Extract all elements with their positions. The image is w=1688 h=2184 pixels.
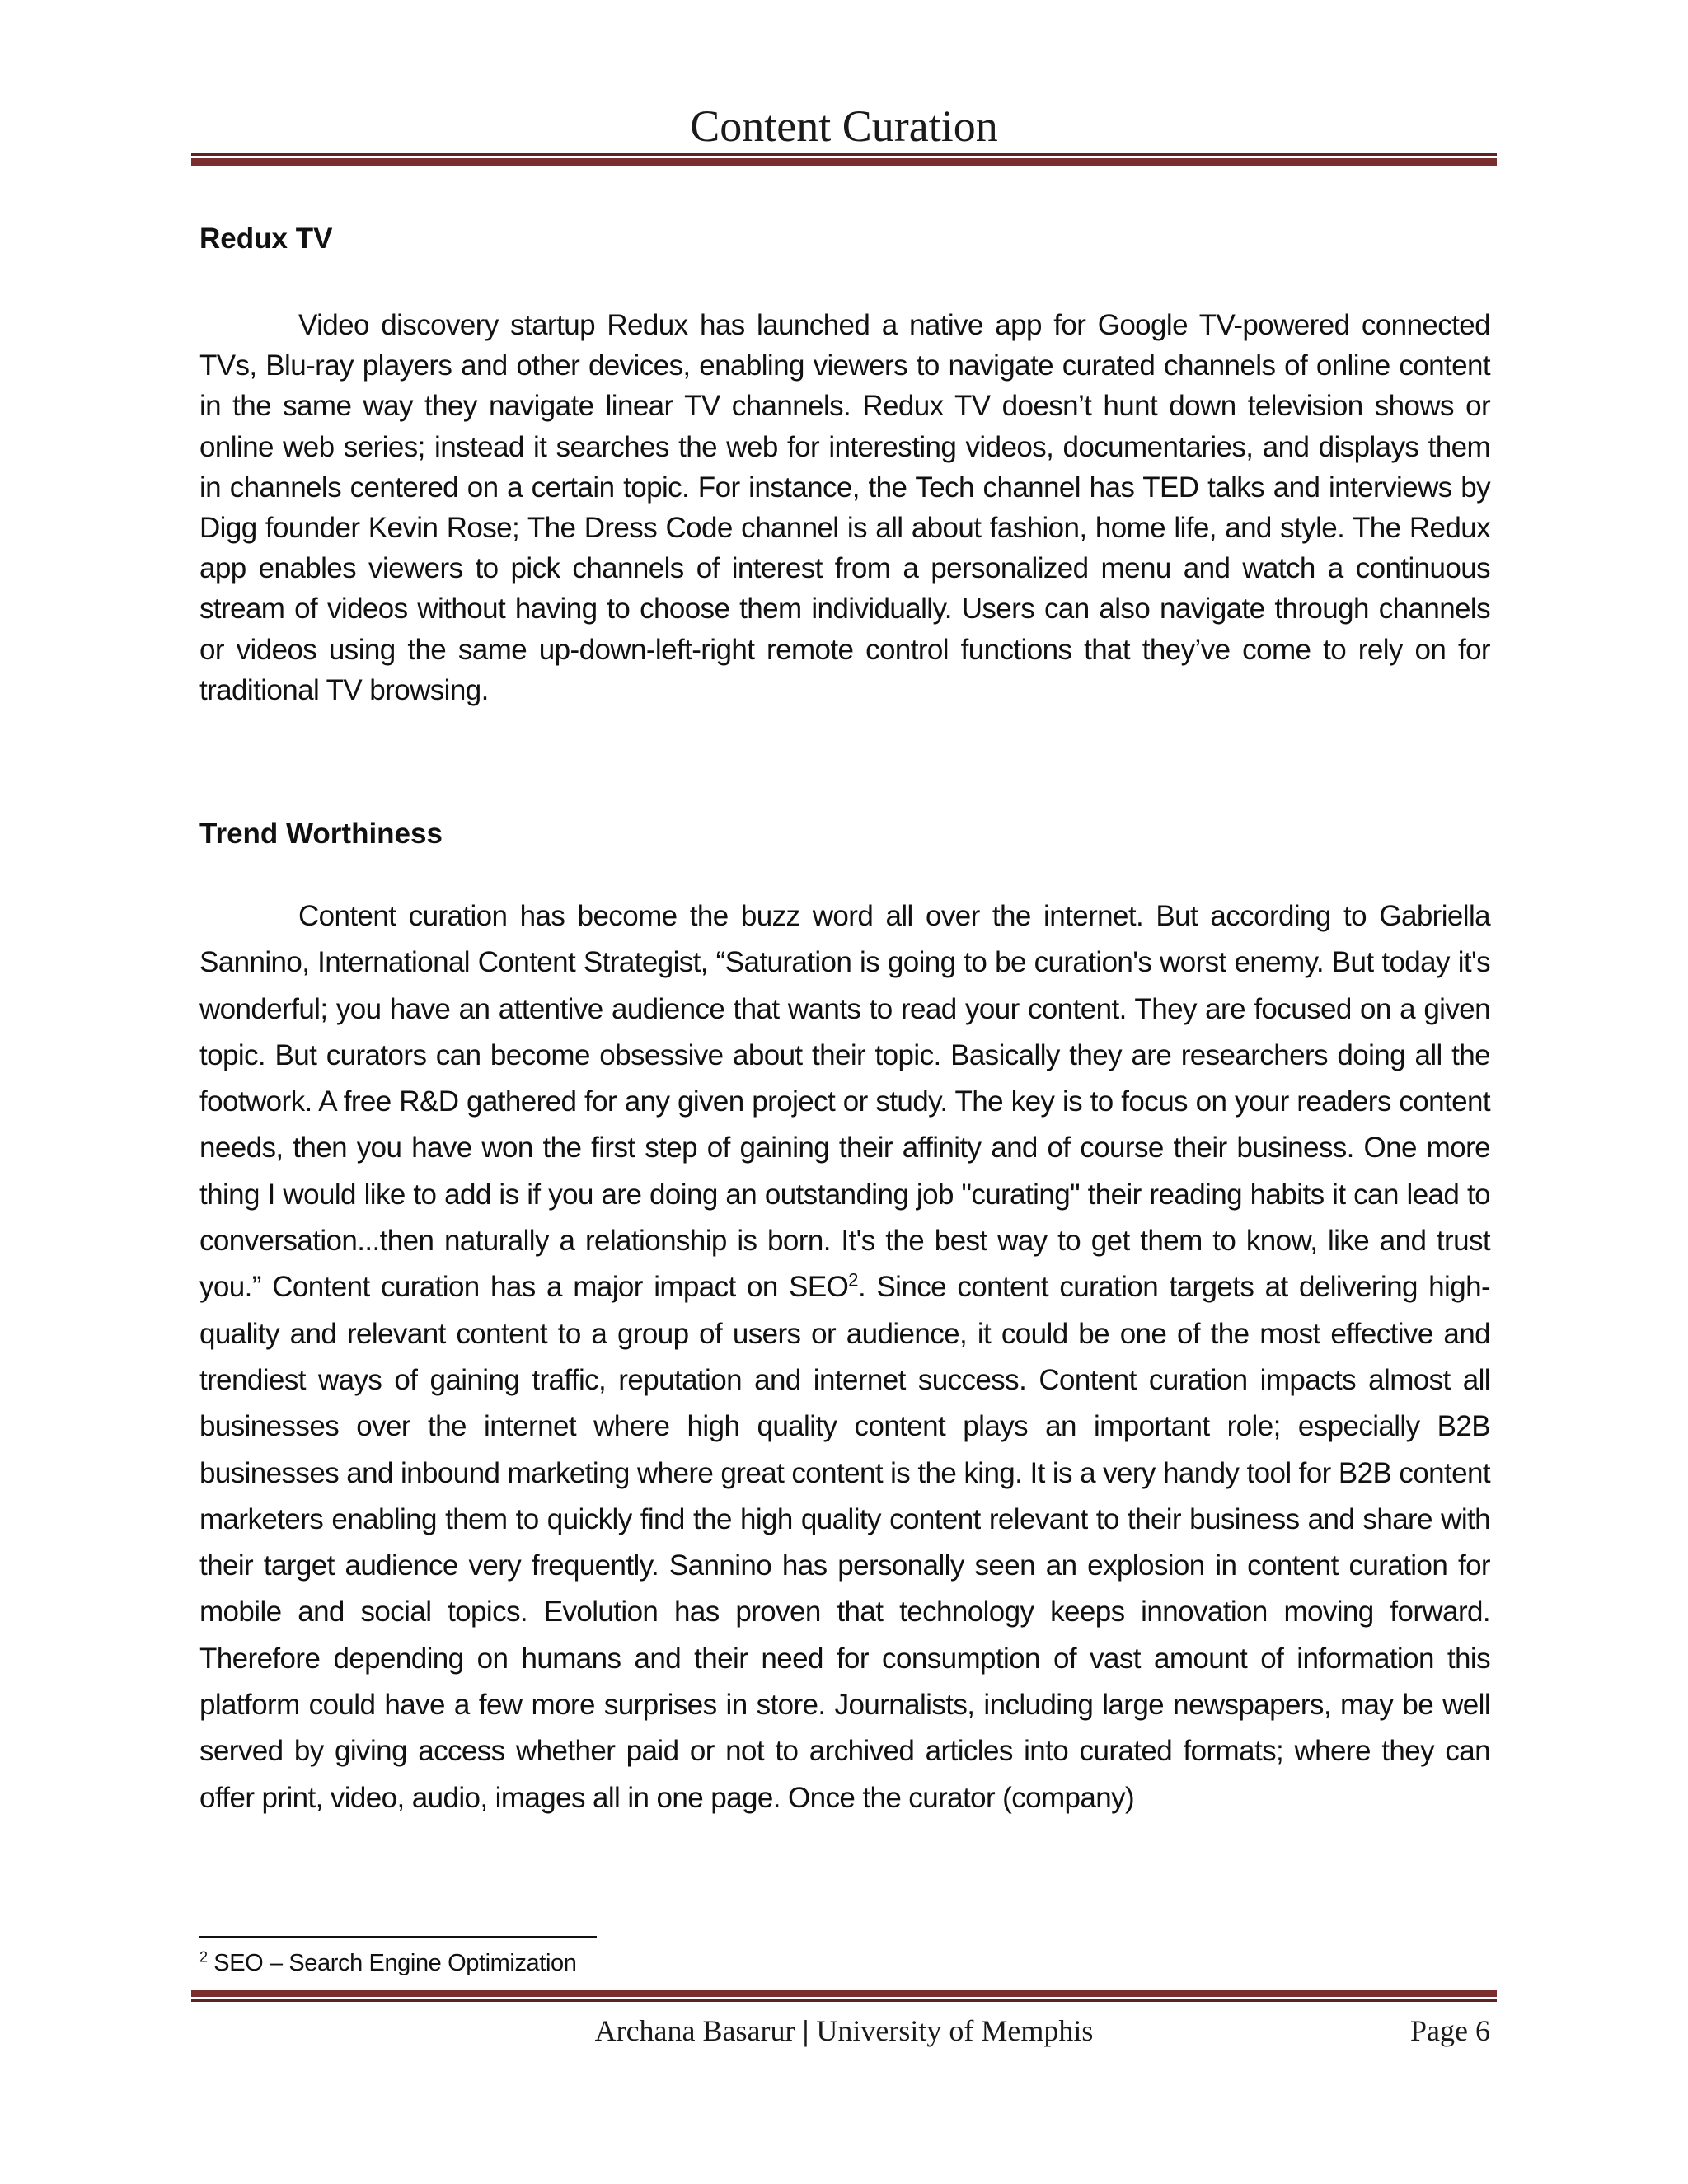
footer-separator: |	[795, 2014, 817, 2047]
footer-author: Archana Basarur	[594, 2014, 795, 2047]
footnote-reference[interactable]: 2	[848, 1269, 858, 1291]
paragraph-trend-worthiness	[199, 893, 1490, 1821]
header-rule-thick	[191, 158, 1497, 166]
section-heading-redux-tv: Redux TV	[199, 223, 333, 255]
footnote-number: 2	[199, 1948, 208, 1966]
paragraph-text-part-2: . Since content curation targets at delivering high-quality and relevant content to a group of users or audience, it could be one of the most effective and trendiest ways of gaining traffic, reputation and internet success. Content curation impacts almost all businesses over the internet where high quality content plays an important role; especially B2B businesses and inbound marketing where great content is the king. It is a very handy tool for B2B content marketers enabling them to quickly find the high quality content relevant to their business and share with their target audience very frequently. Sannino has personally seen an explosion in content curation for mobile and social topics. Evolution has proven that technology keeps innovation moving forward. Therefore depending on humans and their need for consumption of vast amount of information this platform could have a few more surprises in store. Journalists, including large newspapers, may be well served by giving access whether paid or not to archived articles into curated formats; where they can offer print, video, audio, images all in one page. Once the curator (company)	[199, 1271, 1491, 1814]
section-heading-trend-worthiness: Trend Worthiness	[199, 818, 443, 850]
footer-rule-thin	[191, 1999, 1497, 2002]
page-number: Page 6	[1410, 2014, 1490, 2047]
paragraph-text-part-1: Content curation has become the buzz word all over the internet. But according to Gabriella Sannino, International Content Strategist, “Saturation is going to be curation's worst enemy. But today it's wonderful; you have an attentive audience that wants to read your content. They are focused on a given topic. But curators can become obsessive about their topic. Basically they are researchers doing all the footwork. A free R&D gathered for any given project or study. The key is to focus on your readers content needs, then you have won the first step of gaining their affinity and of course their business. One more thing I would like to add is if you are doing an outstanding job "curating" their reading habits it can lead to conversation...then naturally a relationship is born. It's the best way to get them to know, like and trust you.” Content curation has a major impact on SEO	[199, 900, 1490, 1304]
running-footer	[191, 2008, 1497, 2054]
footnote-separator	[199, 1936, 597, 1938]
footnote	[199, 1947, 576, 1980]
paragraph-redux-tv: Video discovery startup Redux has launched a native app for Google TV-powered connected TVs, Blu-ray players and other devices, enabling viewers to navigate curated channels of online content in the same way they navigate linear TV channels. Redux TV doesn’t hunt down television shows or online web series; instead it searches the web for interesting videos, documentaries, and displays them in channels centered on a certain topic. For instance, the Tech channel has TED talks and interviews by Digg founder Kevin Rose; The Dress Code channel is all about fashion, home life, and style. The Redux app enables viewers to pick channels of interest from a personalized menu and watch a continuous stream of videos without having to choose them individually. Users can also navigate through channels or videos using the same up-down-left-right remote control functions that they’ve come to rely on for traditional TV browsing.	[199, 309, 1490, 706]
footnote-text: SEO – Search Engine Optimization	[207, 1950, 577, 1976]
footer-institution: University of Memphis	[816, 2014, 1094, 2047]
running-header-title: Content Curation	[690, 101, 998, 151]
footer-attribution	[191, 2008, 1497, 2054]
header-rule-thin	[191, 153, 1497, 156]
footer-rule-thick	[191, 1990, 1497, 1997]
